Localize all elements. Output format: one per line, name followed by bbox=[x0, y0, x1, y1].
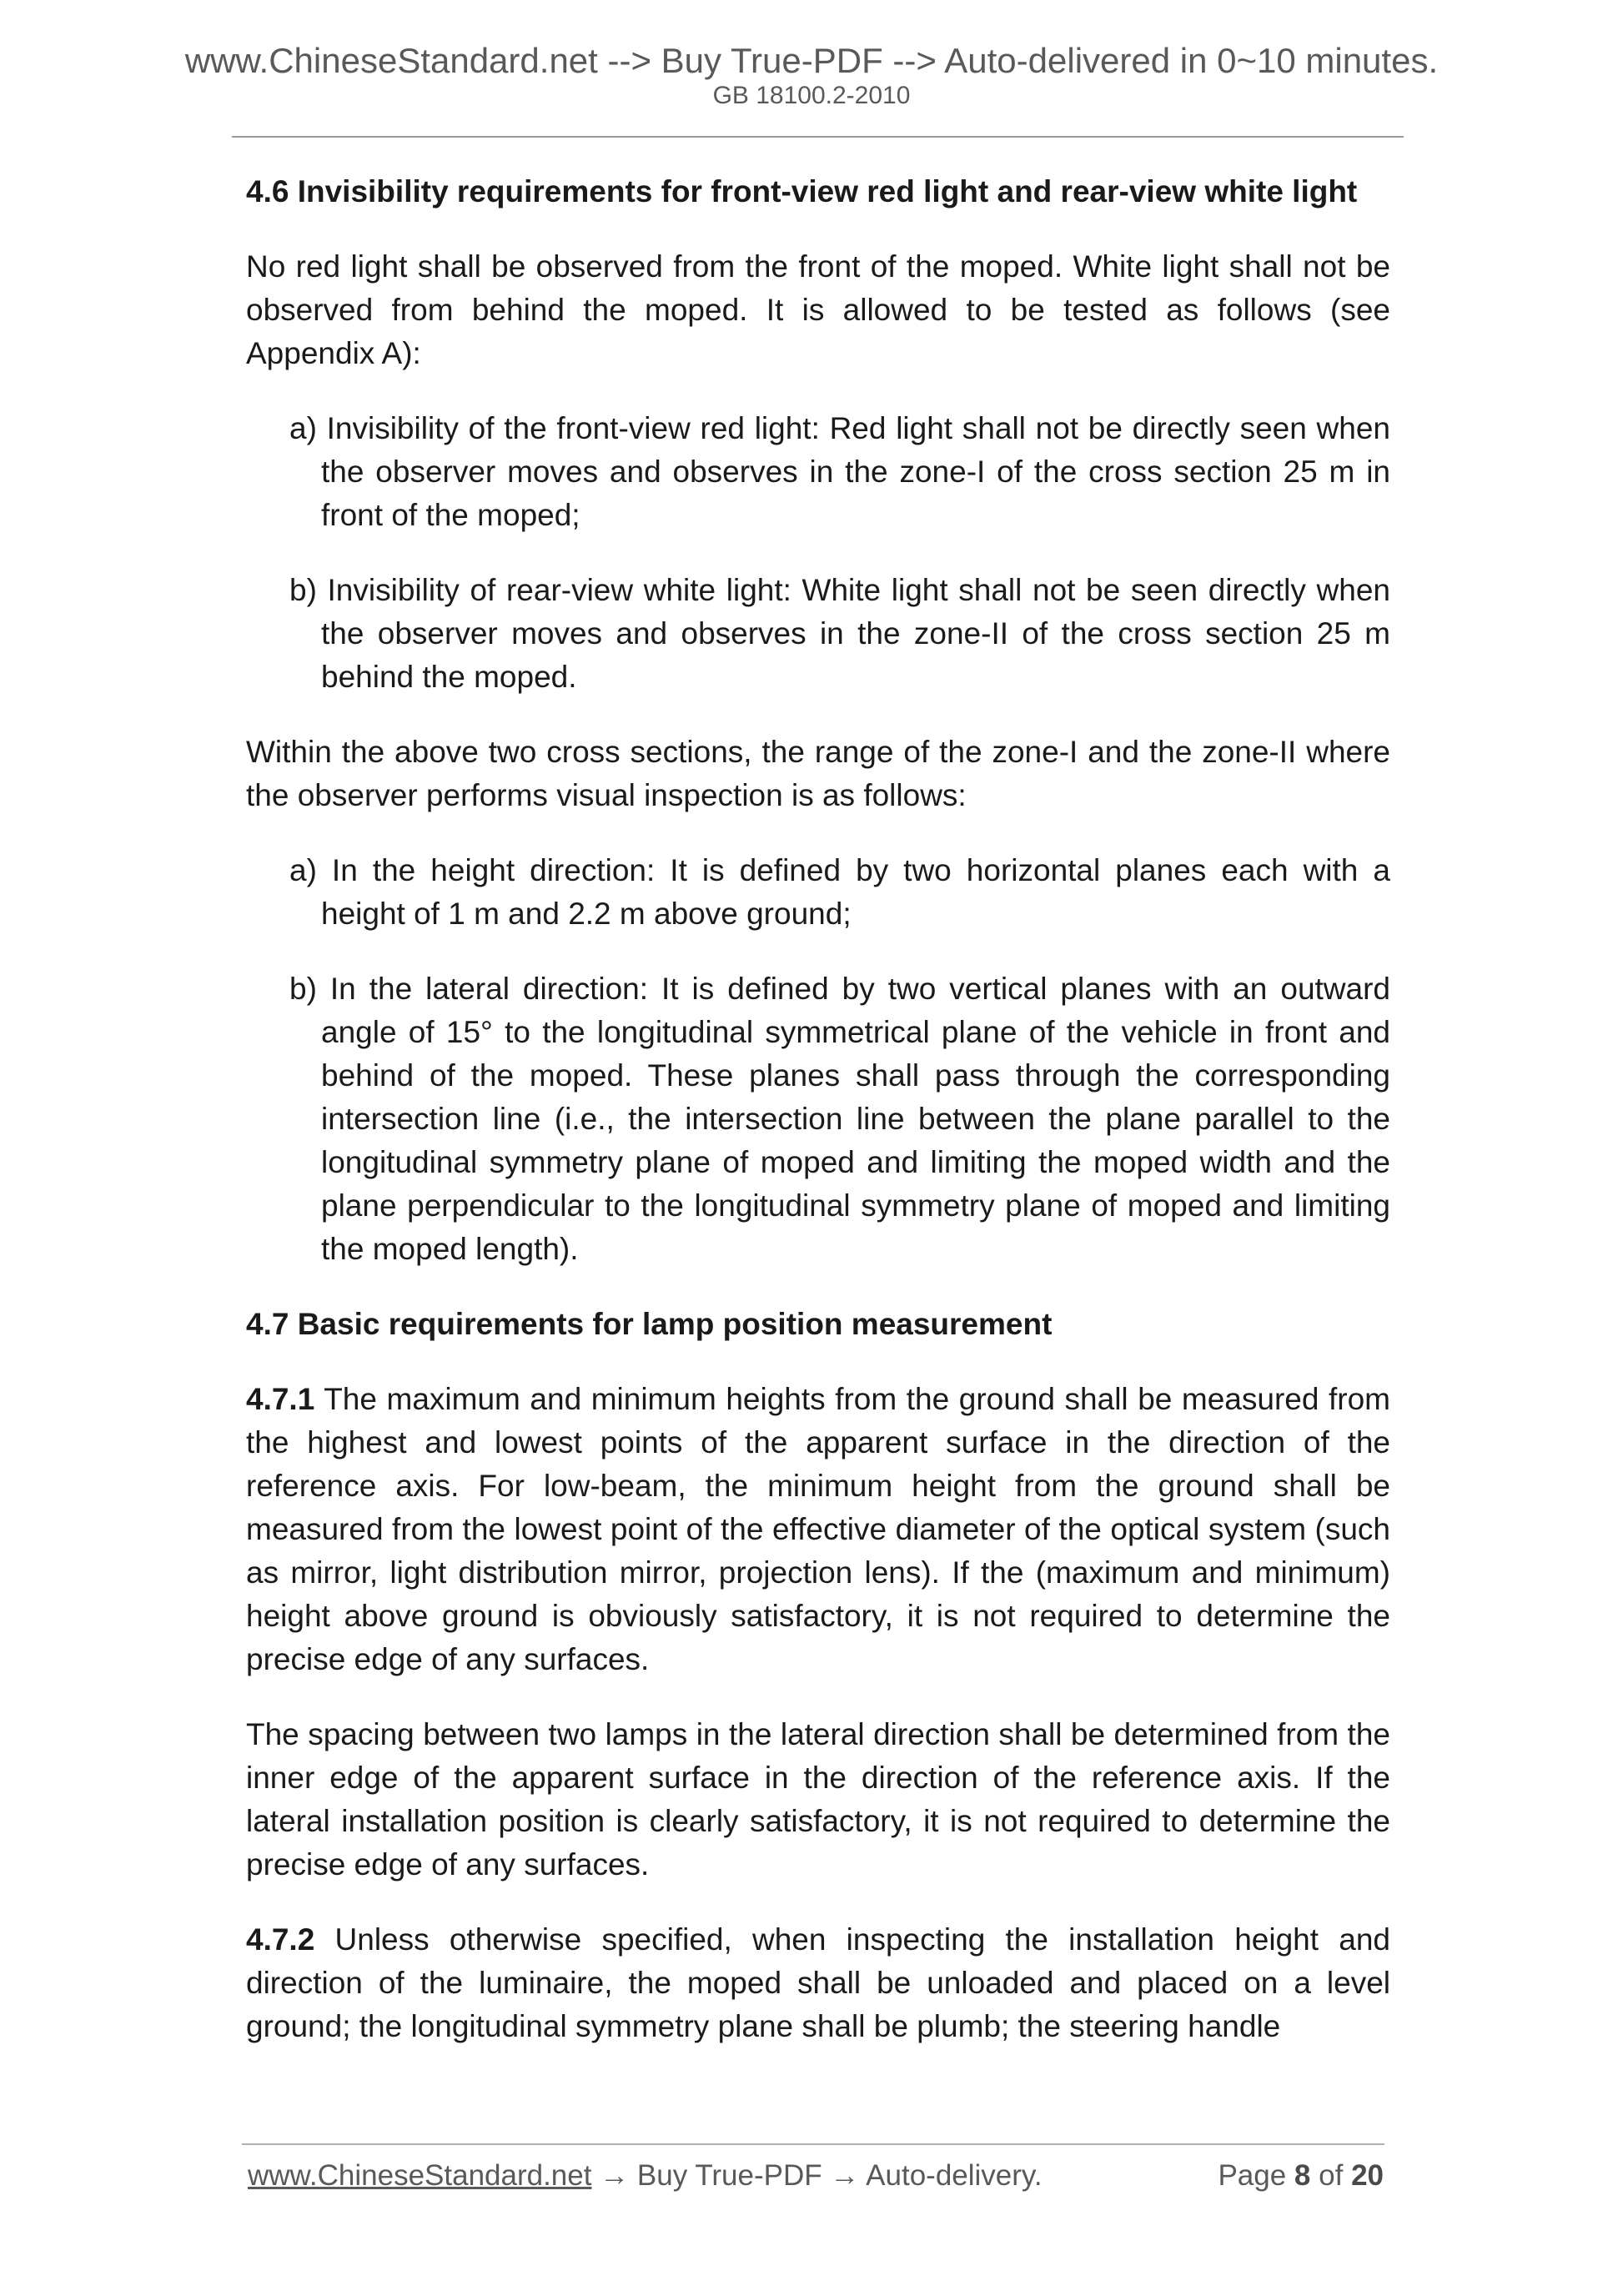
footer-promo bbox=[248, 2155, 1043, 2197]
clause-4-7-2 bbox=[246, 1918, 1390, 2048]
section-4-6-range-intro: Within the above two cross sections, the range of the zone-I and the zone-II where the observer performs visual inspection is as follows: bbox=[246, 735, 1390, 812]
page-label: Page bbox=[1218, 2159, 1287, 2192]
page-total: 20 bbox=[1351, 2159, 1384, 2192]
header-divider bbox=[232, 136, 1404, 138]
section-4-7-heading: 4.7 Basic requirements for lamp position measurement bbox=[246, 1307, 1053, 1341]
list-item: b) In the lateral direction: It is defined by two vertical planes with an outward angle of 15° to the longitudinal symmetrical plane of the vehicle in front and behind of the moped. These planes shall pass through the corresponding intersection line (i.e., the intersection line between the plane parallel to the longitudinal symmetry plane of moped and limiting the moped width and the plane perpendicular to the longitudinal symmetry plane of moped and limiting the moped length). bbox=[289, 972, 1390, 1266]
list-item: a) Invisibility of the front-view red light: Red light shall not be directly seen when the observer moves and observes in the zone-I of the cross section 25 m in front of the moped; bbox=[289, 411, 1390, 532]
clause-4-7-1-continued: The spacing between two lamps in the lateral direction shall be determined from the inner edge of the apparent surface in the direction of the reference axis. If the lateral installation position is clearly satisfactory, it is not required to determine the precise edge of any surfaces. bbox=[246, 1717, 1390, 1882]
page-indicator bbox=[1218, 2155, 1384, 2197]
page-current: 8 bbox=[1294, 2159, 1311, 2192]
list-item: b) Invisibility of rear-view white light: White light shall not be seen directly when the observer moves and observes in the zone-II of the cross section 25 m behind the moped. bbox=[289, 573, 1390, 694]
footer-website-link[interactable]: www.ChineseStandard.net bbox=[248, 2159, 592, 2192]
footer-divider bbox=[242, 2143, 1384, 2145]
section-4-6-intro: No red light shall be observed from the front of the moped. White light shall not be observed from behind the moped. It is allowed to be tested as follows (see Appendix A): bbox=[246, 249, 1390, 370]
section-4-6-heading: 4.6 Invisibility requirements for front-view red light and rear-view white light bbox=[246, 174, 1358, 208]
clause-text: The maximum and minimum heights from the ground shall be measured from the highest and lowest points of the apparent surface in the direction of the reference axis. For low-beam, the minimum height from the ground shall be measured from the lowest point of the effective diameter of the optical system (such as mirror, light distribution mirror, projection lens). If the (maximum and minimum) height above ground is obviously satisfactory, it is not required to determine the precise edge of any surfaces. bbox=[246, 1382, 1390, 1676]
header-banner: www.ChineseStandard.net --> Buy True-PDF --> Auto-delivered in 0~10 minutes. bbox=[184, 41, 1439, 80]
clause-text: Unless otherwise specified, when inspecting the installation height and direction of the luminaire, the moped shall be unloaded and placed on a level ground; the longitudinal symmetry plane shall be plumb; the steering handle bbox=[246, 1922, 1390, 2043]
standard-number: GB 18100.2-2010 bbox=[712, 82, 911, 109]
clause-4-7-1 bbox=[246, 1378, 1390, 1681]
footer-promo-text: → Buy True-PDF → Auto-delivery. bbox=[591, 2159, 1043, 2192]
of-label: of bbox=[1319, 2159, 1344, 2192]
clause-number: 4.7.1 bbox=[246, 1382, 315, 1416]
document-body bbox=[246, 170, 1390, 2080]
list-item: a) In the height direction: It is defined by two horizontal planes each with a height of 1 m and 2.2 m above ground; bbox=[289, 853, 1390, 931]
page-footer bbox=[248, 2155, 1384, 2197]
clause-number: 4.7.2 bbox=[246, 1922, 315, 1957]
